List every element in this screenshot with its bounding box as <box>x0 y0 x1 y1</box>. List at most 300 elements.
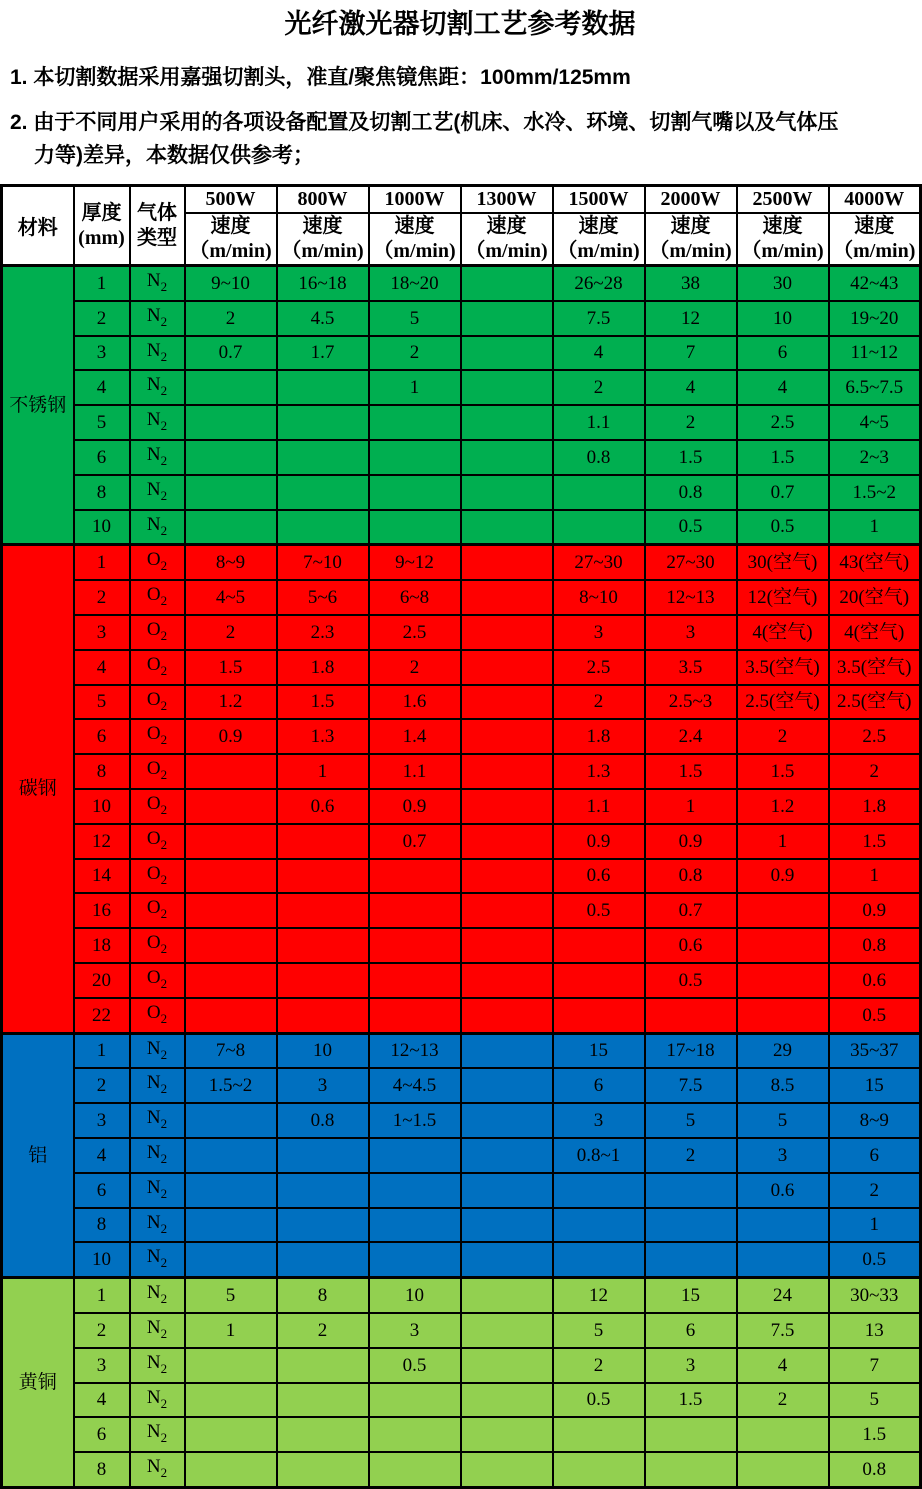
speed-cell <box>461 1208 553 1243</box>
speed-cell <box>369 963 461 998</box>
note-2 <box>10 106 914 172</box>
speed-cell: 1 <box>369 370 461 405</box>
speed-cell <box>369 1138 461 1173</box>
speed-cell: 15 <box>829 1068 921 1103</box>
speed-cell <box>461 545 553 580</box>
speed-cell: 2 <box>369 336 461 371</box>
speed-cell <box>277 928 369 963</box>
material-cell-aluminum: 铝 <box>2 1033 74 1278</box>
speed-cell: 5 <box>737 1103 829 1138</box>
row-aluminum-1 <box>2 1033 921 1068</box>
speed-cell: 1.5~2 <box>829 475 921 510</box>
speed-cell: 2 <box>369 650 461 685</box>
speed-cell <box>737 893 829 928</box>
note-2-line-2: 力等)差异，本数据仅供参考； <box>34 144 314 167</box>
speed-header-line-1: 速度 <box>762 215 803 237</box>
speed-cell <box>553 963 645 998</box>
gas-cell: $N_2$ <box>130 301 185 336</box>
speed-cell: 1.5~2 <box>185 1068 277 1103</box>
speed-cell: 1.8 <box>277 650 369 685</box>
speed-header-1000W <box>369 213 461 266</box>
speed-cell <box>277 1208 369 1243</box>
speed-cell: 3 <box>553 1103 645 1138</box>
speed-cell <box>185 998 277 1033</box>
speed-cell: 5 <box>369 301 461 336</box>
laser-cutting-reference-sheet <box>0 5 920 1480</box>
thickness-cell: 4 <box>74 650 130 685</box>
row-stainless-steel-1 <box>2 266 921 301</box>
speed-cell: 0.7 <box>645 893 737 928</box>
page-title: 光纤激光器切割工艺参考数据 <box>284 9 636 39</box>
speed-cell <box>553 998 645 1033</box>
speed-header-line-1: 速度 <box>302 215 343 237</box>
speed-cell <box>461 1348 553 1383</box>
power-header-1300W: 1300W <box>461 186 553 214</box>
speed-cell: 1 <box>829 510 921 545</box>
cutting-data-table <box>0 184 922 1489</box>
speed-cell: 1.6 <box>369 685 461 720</box>
speed-cell: 0.5 <box>645 510 737 545</box>
speed-cell <box>553 1208 645 1243</box>
thickness-header-line-1: 厚度 <box>81 201 122 224</box>
thickness-cell: 4 <box>74 1138 130 1173</box>
speed-cell: 5 <box>185 1278 277 1313</box>
speed-cell: 0.6 <box>645 928 737 963</box>
row-carbon-steel-10 <box>2 789 921 824</box>
speed-cell: 2.3 <box>277 615 369 650</box>
speed-cell <box>185 370 277 405</box>
speed-cell: 3.5(空气) <box>829 650 921 685</box>
speed-cell <box>277 475 369 510</box>
speed-cell: 1.8 <box>829 789 921 824</box>
gas-cell: $O_2$ <box>130 859 185 894</box>
row-carbon-steel-16 <box>2 893 921 928</box>
table-body <box>2 266 921 1488</box>
speed-cell: 2.5(空气) <box>829 685 921 720</box>
row-stainless-steel-3 <box>2 336 921 371</box>
speed-cell: 2 <box>553 1348 645 1383</box>
gas-cell: $N_2$ <box>130 1068 185 1103</box>
row-aluminum-4 <box>2 1138 921 1173</box>
thickness-cell: 1 <box>74 1278 130 1313</box>
speed-cell: 0.9 <box>829 893 921 928</box>
speed-cell: 1 <box>829 859 921 894</box>
speed-cell: 0.5 <box>553 1383 645 1418</box>
speed-cell: 5 <box>829 1383 921 1418</box>
speed-cell <box>369 1452 461 1487</box>
gas-cell: $O_2$ <box>130 650 185 685</box>
speed-cell: 1.1 <box>369 754 461 789</box>
speed-header-2000W <box>645 213 737 266</box>
speed-cell: 1.5 <box>829 1417 921 1452</box>
speed-cell: 15 <box>553 1033 645 1068</box>
speed-cell: 6 <box>645 1313 737 1348</box>
speed-cell: 20(空气) <box>829 580 921 615</box>
speed-cell: 0.9 <box>553 824 645 859</box>
gas-cell: $N_2$ <box>130 1313 185 1348</box>
speed-cell <box>461 719 553 754</box>
speed-cell: 1.5 <box>277 685 369 720</box>
thickness-cell: 4 <box>74 370 130 405</box>
speed-cell: 8~9 <box>829 1103 921 1138</box>
row-brass-6 <box>2 1417 921 1452</box>
speed-cell: 0.5 <box>369 1348 461 1383</box>
speed-cell <box>553 1452 645 1487</box>
power-header-2500W: 2500W <box>737 186 829 214</box>
speed-cell: 8~10 <box>553 580 645 615</box>
speed-cell <box>185 859 277 894</box>
speed-header-line-2: （m/min) <box>741 240 824 262</box>
speed-header-line-1: 速度 <box>394 215 435 237</box>
speed-cell: 2.5 <box>737 405 829 440</box>
speed-cell: 0.8 <box>553 440 645 475</box>
speed-cell <box>277 824 369 859</box>
speed-cell: 27~30 <box>645 545 737 580</box>
thickness-cell: 3 <box>74 1348 130 1383</box>
speed-cell: 18~20 <box>369 266 461 301</box>
gas-cell: $N_2$ <box>130 1417 185 1452</box>
gas-cell: $O_2$ <box>130 928 185 963</box>
row-aluminum-8 <box>2 1208 921 1243</box>
speed-cell: 1.1 <box>553 789 645 824</box>
gas-cell: $O_2$ <box>130 824 185 859</box>
speed-cell <box>185 1452 277 1487</box>
speed-cell <box>461 685 553 720</box>
speed-cell <box>185 1173 277 1208</box>
speed-cell: 0.8 <box>829 1452 921 1487</box>
speed-cell <box>369 1173 461 1208</box>
thickness-cell: 1 <box>74 1033 130 1068</box>
row-carbon-steel-2 <box>2 580 921 615</box>
speed-header-4000W <box>829 213 921 266</box>
thickness-cell: 1 <box>74 266 130 301</box>
gas-cell: $O_2$ <box>130 685 185 720</box>
thickness-cell: 8 <box>74 1208 130 1243</box>
speed-cell: 24 <box>737 1278 829 1313</box>
speed-cell: 2.5~3 <box>645 685 737 720</box>
table-header <box>2 186 921 266</box>
speed-cell: 5 <box>645 1103 737 1138</box>
speed-cell: 0.6 <box>737 1173 829 1208</box>
speed-cell <box>553 475 645 510</box>
speed-cell: 16~18 <box>277 266 369 301</box>
row-stainless-steel-6 <box>2 440 921 475</box>
speed-cell <box>277 893 369 928</box>
speed-cell: 4 <box>737 370 829 405</box>
speed-cell <box>461 1313 553 1348</box>
speed-cell <box>461 1103 553 1138</box>
speed-cell: 0.7 <box>369 824 461 859</box>
speed-cell: 6 <box>829 1138 921 1173</box>
speed-cell <box>553 510 645 545</box>
thickness-cell: 22 <box>74 998 130 1033</box>
speed-cell: 2 <box>645 1138 737 1173</box>
speed-cell: 1.3 <box>277 719 369 754</box>
thickness-cell: 10 <box>74 1242 130 1277</box>
gas-cell: $N_2$ <box>130 1452 185 1487</box>
speed-cell <box>553 1242 645 1277</box>
speed-cell <box>461 824 553 859</box>
speed-cell <box>737 1452 829 1487</box>
speed-cell: 2 <box>737 1383 829 1418</box>
speed-cell: 42~43 <box>829 266 921 301</box>
thickness-cell: 5 <box>74 405 130 440</box>
thickness-cell: 6 <box>74 719 130 754</box>
speed-cell <box>369 1242 461 1277</box>
thickness-cell: 14 <box>74 859 130 894</box>
speed-cell: 7.5 <box>737 1313 829 1348</box>
speed-cell <box>185 440 277 475</box>
speed-cell: 1.5 <box>737 754 829 789</box>
speed-cell: 13 <box>829 1313 921 1348</box>
speed-cell: 4 <box>645 370 737 405</box>
speed-cell <box>737 963 829 998</box>
gas-cell: $N_2$ <box>130 440 185 475</box>
speed-cell <box>461 370 553 405</box>
speed-cell <box>369 1417 461 1452</box>
thickness-cell: 12 <box>74 824 130 859</box>
speed-cell: 7.5 <box>645 1068 737 1103</box>
speed-cell <box>185 789 277 824</box>
speed-cell: 2.5(空气) <box>737 685 829 720</box>
material-cell-stainless-steel: 不锈钢 <box>2 266 74 545</box>
speed-cell <box>645 1173 737 1208</box>
speed-cell: 7 <box>645 336 737 371</box>
speed-cell <box>461 998 553 1033</box>
speed-cell: 3.5(空气) <box>737 650 829 685</box>
speed-cell <box>277 998 369 1033</box>
speed-cell <box>461 789 553 824</box>
speed-cell: 3 <box>553 615 645 650</box>
speed-cell: 1.5 <box>185 650 277 685</box>
speed-header-500W <box>185 213 277 266</box>
speed-cell: 2.5 <box>553 650 645 685</box>
speed-cell <box>185 1138 277 1173</box>
speed-cell <box>461 1452 553 1487</box>
speed-cell: 4 <box>553 336 645 371</box>
speed-cell: 10 <box>277 1033 369 1068</box>
speed-cell <box>277 1242 369 1277</box>
gas-cell: $N_2$ <box>130 1138 185 1173</box>
power-header-2000W: 2000W <box>645 186 737 214</box>
thickness-cell: 20 <box>74 963 130 998</box>
speed-cell <box>277 1173 369 1208</box>
gas-cell: $N_2$ <box>130 1103 185 1138</box>
speed-cell: 1.8 <box>553 719 645 754</box>
gas-cell: $N_2$ <box>130 1348 185 1383</box>
speed-cell <box>461 859 553 894</box>
speed-cell: 1.2 <box>185 685 277 720</box>
speed-cell <box>461 475 553 510</box>
thickness-cell: 16 <box>74 893 130 928</box>
thickness-cell: 3 <box>74 1103 130 1138</box>
speed-cell: 17~18 <box>645 1033 737 1068</box>
speed-cell: 0.9 <box>185 719 277 754</box>
speed-cell <box>369 998 461 1033</box>
speed-cell: 19~20 <box>829 301 921 336</box>
speed-cell: 27~30 <box>553 545 645 580</box>
speed-cell <box>369 859 461 894</box>
thickness-cell: 18 <box>74 928 130 963</box>
gas-cell: $O_2$ <box>130 754 185 789</box>
speed-cell <box>737 998 829 1033</box>
speed-cell: 0.8 <box>829 928 921 963</box>
speed-cell <box>461 1173 553 1208</box>
speed-cell: 4~5 <box>829 405 921 440</box>
speed-cell <box>369 475 461 510</box>
speed-cell: 43(空气) <box>829 545 921 580</box>
row-brass-3 <box>2 1348 921 1383</box>
thickness-cell: 6 <box>74 1417 130 1452</box>
row-carbon-steel-5 <box>2 685 921 720</box>
gas-cell: $N_2$ <box>130 1173 185 1208</box>
speed-cell: 3 <box>277 1068 369 1103</box>
thickness-header-line-2: (mm) <box>78 226 125 249</box>
speed-cell: 6 <box>737 336 829 371</box>
speed-cell: 2 <box>185 615 277 650</box>
gas-cell: $O_2$ <box>130 963 185 998</box>
gas-cell: $N_2$ <box>130 1208 185 1243</box>
speed-cell <box>461 266 553 301</box>
speed-cell: 0.9 <box>369 789 461 824</box>
row-aluminum-10 <box>2 1242 921 1277</box>
speed-cell: 4(空气) <box>829 615 921 650</box>
speed-cell <box>369 1208 461 1243</box>
speed-cell: 2 <box>553 685 645 720</box>
speed-cell: 30(空气) <box>737 545 829 580</box>
speed-cell: 38 <box>645 266 737 301</box>
speed-header-1500W <box>553 213 645 266</box>
speed-cell: 4(空气) <box>737 615 829 650</box>
speed-cell <box>553 1417 645 1452</box>
speed-cell: 1 <box>737 824 829 859</box>
power-header-500W: 500W <box>185 186 277 214</box>
speed-cell: 0.9 <box>645 824 737 859</box>
speed-cell: 12~13 <box>369 1033 461 1068</box>
speed-cell: 5~6 <box>277 580 369 615</box>
speed-cell: 35~37 <box>829 1033 921 1068</box>
speed-cell: 1.5 <box>829 824 921 859</box>
speed-cell: 10 <box>737 301 829 336</box>
speed-cell <box>277 1383 369 1418</box>
speed-cell <box>645 1242 737 1277</box>
speed-header-800W <box>277 213 369 266</box>
speed-cell: 0.5 <box>645 963 737 998</box>
speed-cell: 12(空气) <box>737 580 829 615</box>
speed-cell: 12~13 <box>645 580 737 615</box>
speed-cell: 0.7 <box>737 475 829 510</box>
speed-cell: 4~5 <box>185 580 277 615</box>
gas-header-line-2: 类型 <box>137 226 177 249</box>
speed-cell: 0.7 <box>185 336 277 371</box>
speed-cell: 0.8 <box>645 859 737 894</box>
speed-cell <box>461 650 553 685</box>
row-stainless-steel-4 <box>2 370 921 405</box>
note-1-line-1: 1. 本切割数据采用嘉强切割头，准直/聚焦镜焦距：100mm/125mm <box>10 66 631 89</box>
speed-cell: 8~9 <box>185 545 277 580</box>
gas-cell: $O_2$ <box>130 789 185 824</box>
gas-cell: $O_2$ <box>130 580 185 615</box>
speed-cell <box>461 580 553 615</box>
row-brass-1 <box>2 1278 921 1313</box>
speed-cell: 3 <box>645 1348 737 1383</box>
gas-cell: $N_2$ <box>130 1033 185 1068</box>
speed-cell <box>185 893 277 928</box>
speed-header-line-1: 速度 <box>210 215 251 237</box>
speed-cell <box>461 1417 553 1452</box>
thickness-cell: 3 <box>74 336 130 371</box>
speed-cell <box>277 370 369 405</box>
speed-cell <box>461 754 553 789</box>
speed-cell: 2 <box>829 754 921 789</box>
row-carbon-steel-1 <box>2 545 921 580</box>
speed-cell: 12 <box>645 301 737 336</box>
thickness-cell: 8 <box>74 1452 130 1487</box>
speed-cell: 2 <box>737 719 829 754</box>
speed-cell <box>369 893 461 928</box>
speed-cell: 29 <box>737 1033 829 1068</box>
speed-cell: 1.2 <box>737 789 829 824</box>
speed-cell <box>185 754 277 789</box>
gas-cell: $N_2$ <box>130 1242 185 1277</box>
speed-cell <box>553 928 645 963</box>
gas-header-line-1: 气体 <box>137 201 177 224</box>
speed-cell <box>185 824 277 859</box>
speed-cell: 0.6 <box>277 789 369 824</box>
thickness-cell: 4 <box>74 1383 130 1418</box>
speed-header-1300W <box>461 213 553 266</box>
speed-cell: 7.5 <box>553 301 645 336</box>
thickness-cell: 8 <box>74 754 130 789</box>
material-header: 材料 <box>2 186 74 266</box>
speed-cell <box>369 440 461 475</box>
note-2-line-1: 2. 由于不同用户采用的各项设备配置及切割工艺(机床、水冷、环境、切割气嘴以及气体压 <box>10 111 839 134</box>
row-carbon-steel-3 <box>2 615 921 650</box>
thickness-cell: 2 <box>74 301 130 336</box>
power-header-1500W: 1500W <box>553 186 645 214</box>
speed-header-line-2: （m/min) <box>189 240 272 262</box>
speed-cell <box>461 963 553 998</box>
speed-cell <box>645 1208 737 1243</box>
speed-cell <box>277 1138 369 1173</box>
speed-cell: 2.5 <box>369 615 461 650</box>
speed-cell <box>461 615 553 650</box>
speed-cell: 4.5 <box>277 301 369 336</box>
header-row-powers <box>2 186 921 214</box>
speed-header-line-1: 速度 <box>670 215 711 237</box>
speed-header-line-2: （m/min) <box>649 240 732 262</box>
row-brass-2 <box>2 1313 921 1348</box>
speed-cell: 26~28 <box>553 266 645 301</box>
speed-cell: 0.9 <box>737 859 829 894</box>
speed-cell: 9~12 <box>369 545 461 580</box>
row-aluminum-6 <box>2 1173 921 1208</box>
speed-cell <box>185 1348 277 1383</box>
speed-cell: 1.5 <box>645 440 737 475</box>
speed-cell <box>461 301 553 336</box>
row-carbon-steel-14 <box>2 859 921 894</box>
speed-cell <box>645 1417 737 1452</box>
speed-cell <box>277 510 369 545</box>
gas-cell: $N_2$ <box>130 1278 185 1313</box>
speed-cell: 6.5~7.5 <box>829 370 921 405</box>
speed-cell: 1 <box>645 789 737 824</box>
row-stainless-steel-8 <box>2 475 921 510</box>
row-carbon-steel-20 <box>2 963 921 998</box>
gas-cell: $O_2$ <box>130 615 185 650</box>
gas-cell: $N_2$ <box>130 1383 185 1418</box>
speed-cell <box>369 405 461 440</box>
